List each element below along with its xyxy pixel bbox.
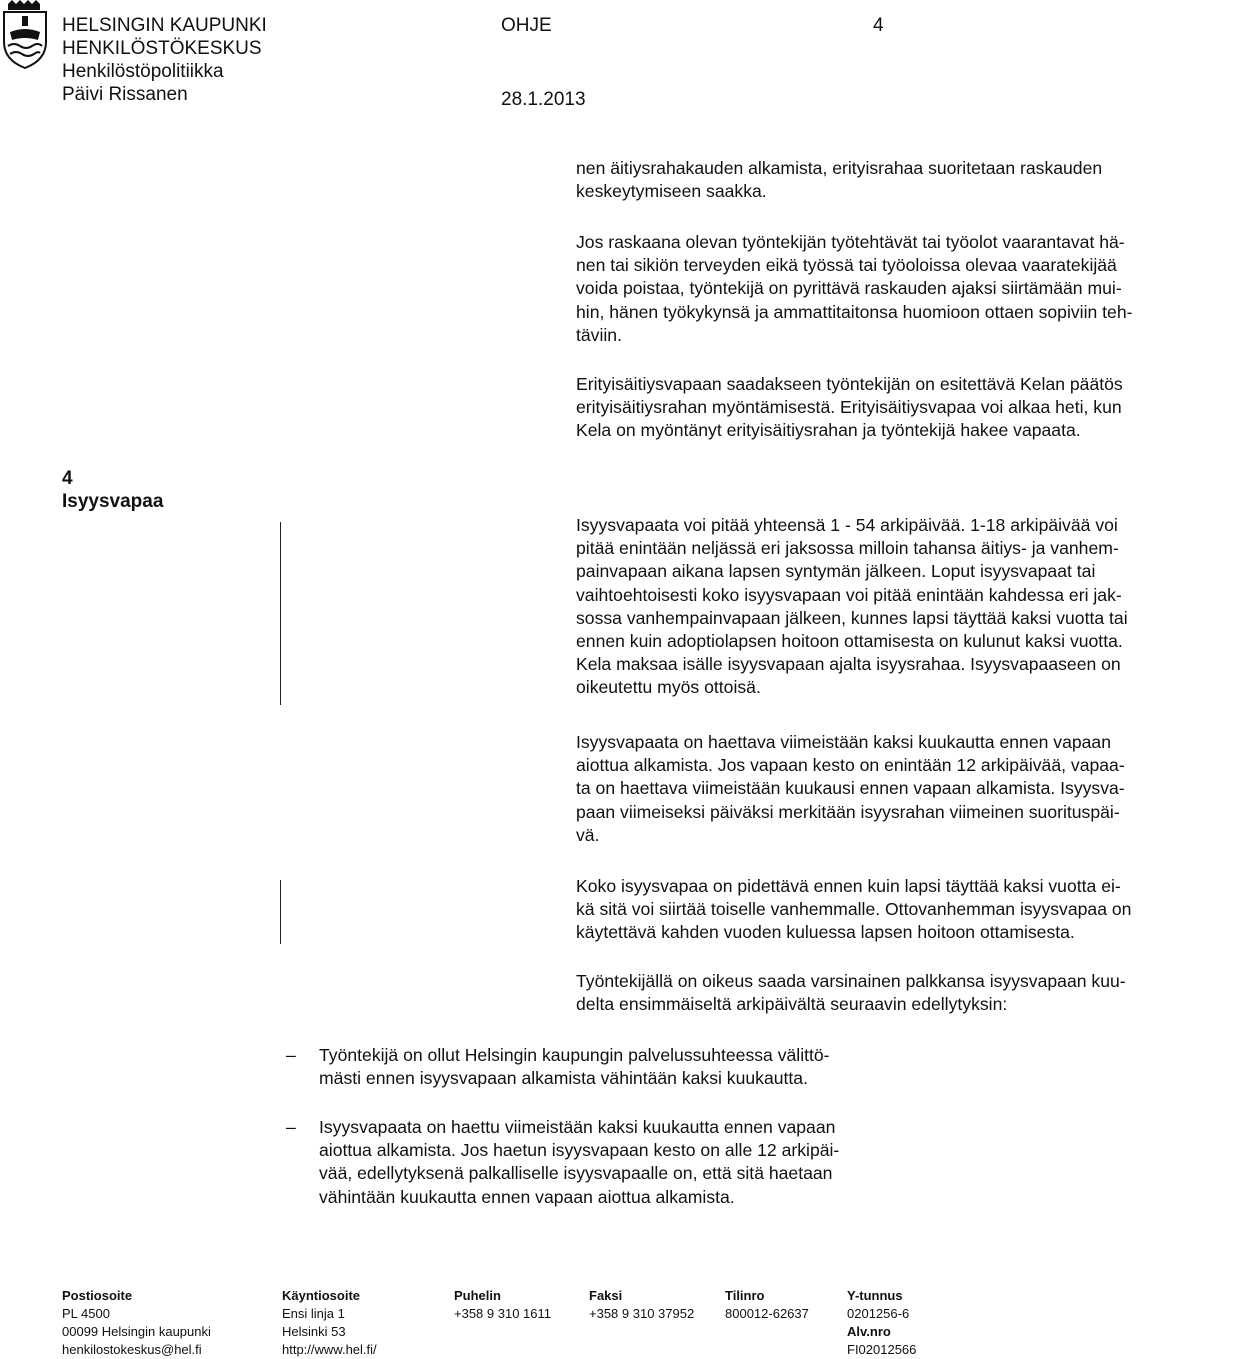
text-line: Isyysvapaata voi pitää yhteensä 1 - 54 arkipäivää. 1-18 arkipäivää voi: [576, 515, 1118, 535]
text-line: mästi ennen isyysvapaan alkamista vähintään kaksi kuukautta.: [319, 1068, 808, 1089]
text-line: erityisäitiysrahan myöntämisestä. Erityisäitiysvapaa voi alkaa heti, kun: [576, 397, 1122, 418]
text-line: ennen kuin adoptiolapsen hoitoon ottamisesta on kulunut kaksi vuotta.: [576, 631, 1123, 652]
department-name: HENKILÖSTÖKESKUS: [62, 38, 262, 59]
footer-label: Y-tunnus: [847, 1288, 903, 1303]
footer-label: Käyntiosoite: [282, 1288, 361, 1303]
text-line: voida poistaa, työntekijä on pyrittävä raskauden ajaksi siirtämään mui-: [576, 278, 1122, 299]
footer-account-number: [725, 1287, 809, 1323]
text-line: Työntekijä on ollut Helsingin kaupungin palvelussuhteessa välittö-: [319, 1045, 830, 1065]
text-line: vähintään kuukautta ennen vapaan aiottua alkamista.: [319, 1186, 735, 1207]
footer-label: Puhelin: [454, 1288, 501, 1303]
author-name: Päivi Rissanen: [62, 84, 188, 105]
document-date: 28.1.2013: [501, 89, 586, 110]
footer-label: Faksi: [589, 1288, 623, 1303]
footer-value: 0201256-6: [847, 1306, 910, 1321]
text-line: vää, edellytyksenä palkalliselle isyysvapaalle on, että sitä haetaan: [319, 1163, 833, 1184]
text-line: Jos raskaana olevan työntekijän työtehtävät tai työolot vaarantavat hä-: [576, 232, 1125, 252]
dash-bullet: –: [286, 1117, 296, 1137]
text-line: hin, hänen työkykynsä ja ammattitaitonsa huomioon ottaen sopiviin teh-: [576, 301, 1133, 322]
text-line: aiottua alkamista. Jos vapaan kesto on enintään 12 arkipäivää, vapaa-: [576, 755, 1125, 776]
document-type: OHJE: [501, 15, 552, 36]
text-line: kä sitä voi siirtää toiselle vanhemmalle. Ottovanhemman isyysvapaa on: [576, 899, 1132, 920]
footer-label: Postiosoite: [62, 1288, 133, 1303]
footer-value: 00099 Helsingin kaupunki: [62, 1324, 211, 1339]
section-title: Isyysvapaa: [62, 491, 164, 512]
text-line: paan viimeiseksi päiväksi merkitään isyysrahan viimeinen suorituspäi-: [576, 801, 1120, 822]
paragraph-4: [576, 514, 1236, 700]
footer-label: Alv.nro: [847, 1324, 891, 1339]
text-line: Kela on myöntänyt erityisäitiysrahan ja työntekijä hakee vapaata.: [576, 420, 1081, 441]
footer-value: FI02012566: [847, 1342, 917, 1357]
text-line: sossa vanhempainvapaan jälkeen, kunnes lapsi täyttää kaksi vuotta tai: [576, 607, 1128, 628]
text-line: Erityisäitiysvapaan saadakseen työntekijän on esitettävä Kelan päätös: [576, 374, 1123, 394]
text-line: oikeutettu myös ottoisä.: [576, 677, 761, 698]
text-line: Isyysvapaata on haettava viimeistään kaksi kuukautta ennen vapaan: [576, 732, 1111, 752]
page-number: 4: [873, 15, 884, 36]
text-line: delta ensimmäiseltä arkipäivältä seuraavin edellytyksin:: [576, 994, 1008, 1015]
text-line: pitää enintään neljässä eri jaksossa milloin tahansa äitiys- ja vanhem-: [576, 538, 1119, 559]
footer-value: Helsinki 53: [282, 1324, 346, 1339]
helsinki-coat-of-arms-logo: [0, 0, 50, 70]
text-line: käytettävä kahden vuoden kuluessa lapsen hoitoon ottamisesta.: [576, 922, 1075, 943]
text-line: painvapaan aikana lapsen syntymän jälkeen. Loput isyysvapaat tai: [576, 561, 1096, 582]
footer-label: Tilinro: [725, 1288, 765, 1303]
revision-change-bar: [280, 522, 281, 705]
footer-business-id: [847, 1287, 916, 1359]
paragraph-1: [576, 157, 1236, 203]
footer-email: henkilostokeskus@hel.fi: [62, 1342, 202, 1357]
text-line: Työntekijällä on oikeus saada varsinainen palkkansa isyysvapaan kuu-: [576, 971, 1126, 991]
footer-value: +358 9 310 1611: [454, 1306, 551, 1321]
org-name: HELSINGIN KAUPUNKI: [62, 15, 267, 36]
unit-name: Henkilöstöpolitiikka: [62, 61, 224, 82]
text-line: aiottua alkamista. Jos haetun isyysvapaan kesto on alle 12 arkipäi-: [319, 1140, 840, 1161]
header-org-block: [62, 14, 267, 106]
text-line: Koko isyysvapaa on pidettävä ennen kuin lapsi täyttää kaksi vuotta ei-: [576, 876, 1121, 896]
footer-value: 800012-62637: [725, 1306, 809, 1321]
text-line: vaihtoehtoisesti koko isyysvapaan voi pitää enintään kahdessa eri jak-: [576, 584, 1122, 605]
footer-value: +358 9 310 37952: [589, 1306, 695, 1321]
footer-phone: [454, 1287, 551, 1323]
text-line: nen tai sikiön terveyden eikä työssä tai työoloissa olevaa vaaratekijää: [576, 255, 1117, 276]
footer-visiting-address: [282, 1287, 377, 1359]
section-number: 4: [62, 468, 73, 489]
text-line: vä.: [576, 824, 600, 845]
paragraph-3: [576, 373, 1236, 443]
footer-postal-address: [62, 1287, 211, 1359]
section-heading: [62, 467, 163, 513]
revision-change-bar: [280, 880, 281, 944]
text-line: Kela maksaa isälle isyysvapaan ajalta isyysrahaa. Isyysvapaaseen on: [576, 654, 1121, 675]
footer-fax: [589, 1287, 694, 1323]
paragraph-5: [576, 731, 1236, 847]
text-line: Isyysvapaata on haettu viimeistään kaksi kuukautta ennen vapaan: [319, 1117, 836, 1137]
footer-value: PL 4500: [62, 1306, 110, 1321]
paragraph-6: [576, 875, 1236, 945]
paragraph-2: [576, 231, 1236, 347]
paragraph-7: [576, 970, 1236, 1016]
text-line: nen äitiysrahakauden alkamista, erityisrahaa suoritetaan raskauden: [576, 158, 1103, 178]
footer-website: http://www.hel.fi/: [282, 1342, 377, 1357]
text-line: täviin.: [576, 324, 622, 345]
footer-value: Ensi linja 1: [282, 1306, 345, 1321]
text-line: keskeytymiseen saakka.: [576, 181, 767, 202]
dash-bullet: –: [286, 1045, 296, 1065]
text-line: ta on haettava viimeistään kuukausi ennen vapaan alkamista. Isyysva-: [576, 778, 1125, 799]
